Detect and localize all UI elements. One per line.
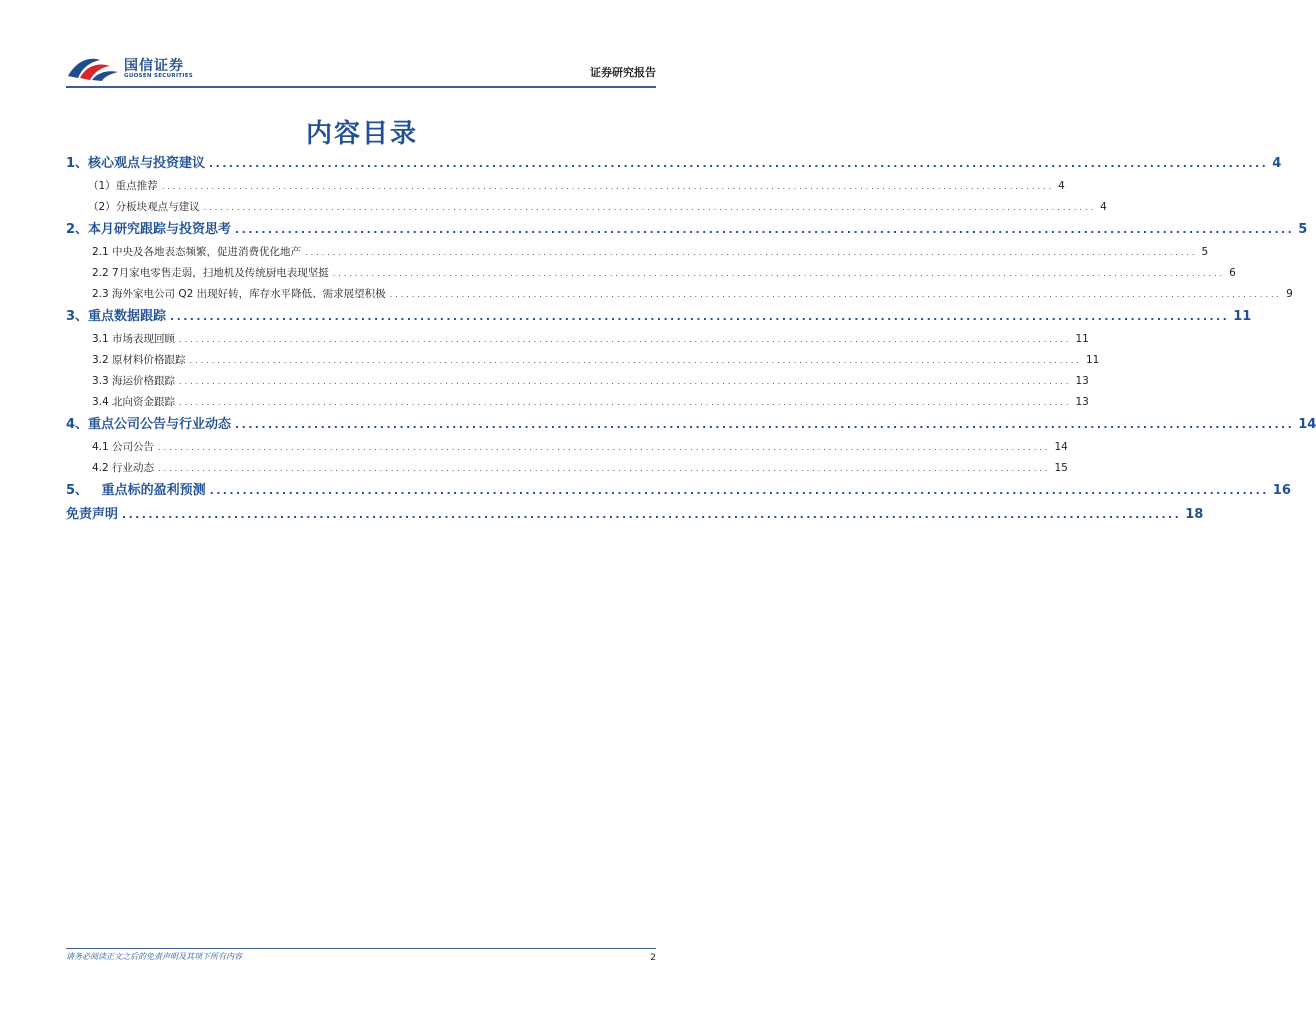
toc-entry[interactable] (66, 197, 1107, 218)
toc-entry[interactable] (66, 305, 1252, 329)
footer-divider (66, 948, 656, 949)
dot-leader: ................................................................................................................................................................. (179, 398, 1072, 407)
toc-entry-text: 2、本月研究跟踪与投资思考 (66, 222, 232, 237)
toc-entry[interactable] (66, 329, 1089, 350)
toc-entry-page: 14 (1054, 441, 1068, 453)
toc-entry[interactable] (66, 152, 1282, 176)
logo-text-cn: 国信证券 (124, 58, 184, 74)
toc-entry-text: 4、重点公司公告与行业动态 (66, 417, 232, 432)
dot-leader: ................................................................................................................................................................. (158, 464, 1051, 473)
dot-leader: ................................................................................................................................................................. (170, 310, 1230, 323)
dot-leader: ................................................................................................................................................................. (235, 418, 1295, 431)
toc-entry-page: 4 (1100, 201, 1107, 213)
logo-text-en: GUOSEN SECURITIES (124, 73, 194, 79)
toc-entry[interactable] (66, 437, 1068, 458)
dot-leader: ................................................................................................................................................................. (122, 508, 1182, 521)
toc-entry-page: 9 (1286, 288, 1293, 300)
dot-leader: ................................................................................................................................................................. (158, 443, 1051, 452)
dot-leader: ................................................................................................................................................................. (209, 484, 1269, 497)
toc-entry-text: 3.1 市场表现回顾 (92, 333, 176, 345)
toc-entry-page: 13 (1075, 396, 1089, 408)
toc-entry[interactable] (66, 284, 1293, 305)
toc-entry-text: （2）分板块观点与建议 (88, 201, 200, 213)
toc-entry[interactable] (66, 371, 1089, 392)
page-header (66, 48, 656, 86)
dot-leader: ................................................................................................................................................................. (389, 290, 1283, 299)
dot-leader: ................................................................................................................................................................. (161, 182, 1055, 191)
toc-entry-text: 2.3 海外家电公司 Q2 出现好转，库存水平降低、需求展望积极 (92, 288, 386, 300)
dot-leader: ................................................................................................................................................................. (179, 335, 1072, 344)
toc-entry-text: 4.1 公司公告 (92, 441, 155, 453)
toc-entry[interactable] (66, 392, 1089, 413)
toc-entry[interactable] (66, 176, 1065, 197)
toc-entry-page: 15 (1054, 462, 1068, 474)
dot-leader: ................................................................................................................................................................. (179, 377, 1072, 386)
dot-leader: ................................................................................................................................................................. (305, 248, 1198, 257)
toc-entry-text: 3.4 北向资金跟踪 (92, 396, 176, 408)
toc-entry-page: 5 (1201, 246, 1209, 258)
toc-entry-page: 5 (1298, 222, 1308, 237)
dot-leader: ................................................................................................................................................................. (209, 157, 1269, 170)
header-divider (66, 86, 656, 88)
toc-entry-page: 16 (1272, 483, 1291, 498)
disclaimer-note: 请务必阅读正文之后的免责声明及其项下所有内容 (66, 952, 242, 961)
toc-entry-page: 18 (1185, 507, 1204, 522)
toc-entry-page: 4 (1058, 180, 1065, 192)
toc-entry-page: 11 (1085, 354, 1100, 366)
toc-entry-text: （1）重点推荐 (88, 180, 158, 192)
toc-entry[interactable] (66, 350, 1100, 371)
toc-entry[interactable] (66, 458, 1068, 479)
toc-entry[interactable] (66, 263, 1236, 284)
toc-entry-page: 11 (1075, 333, 1089, 345)
toc-entry[interactable] (66, 218, 1308, 242)
toc-entry-page: 11 (1233, 309, 1252, 324)
guosen-logo (66, 48, 206, 84)
toc-entry-text: 2.2 7月家电零售走弱，扫地机及传统厨电表现坚挺 (92, 267, 329, 279)
toc-entry[interactable] (66, 242, 1209, 263)
toc-entry-text: 4.2 行业动态 (92, 462, 155, 474)
toc-entry[interactable] (66, 503, 1204, 527)
toc-entry-page: 6 (1229, 267, 1236, 279)
dot-leader: ................................................................................................................................................................. (189, 356, 1082, 365)
dot-leader: ................................................................................................................................................................. (235, 223, 1295, 236)
toc-entry-text: 免责声明 (66, 507, 119, 522)
toc-entry-text: 3.3 海运价格跟踪 (92, 375, 176, 387)
toc-entry-text: 5、 重点标的盈利预测 (66, 483, 206, 498)
toc-entry-page: 14 (1298, 417, 1316, 432)
toc-entry[interactable] (66, 479, 1291, 503)
toc-entry-text: 2.1 中央及各地表态频繁，促进消费优化地产 (92, 246, 302, 258)
document-type-label: 证券研究报告 (590, 66, 656, 79)
page-number: 2 (650, 953, 656, 963)
toc-entry-page: 4 (1272, 156, 1282, 171)
toc-title: 内容目录 (305, 119, 418, 149)
table-of-contents (66, 152, 1316, 527)
guosen-logo-icon (66, 54, 120, 82)
toc-entry-text: 1、核心观点与投资建议 (66, 156, 206, 171)
toc-entry-text: 3、重点数据跟踪 (66, 309, 167, 324)
toc-entry[interactable] (66, 413, 1316, 437)
dot-leader: ................................................................................................................................................................. (203, 203, 1097, 212)
toc-entry-text: 3.2 原材料价格跟踪 (92, 354, 186, 366)
dot-leader: ................................................................................................................................................................. (332, 269, 1226, 278)
toc-entry-page: 13 (1075, 375, 1089, 387)
